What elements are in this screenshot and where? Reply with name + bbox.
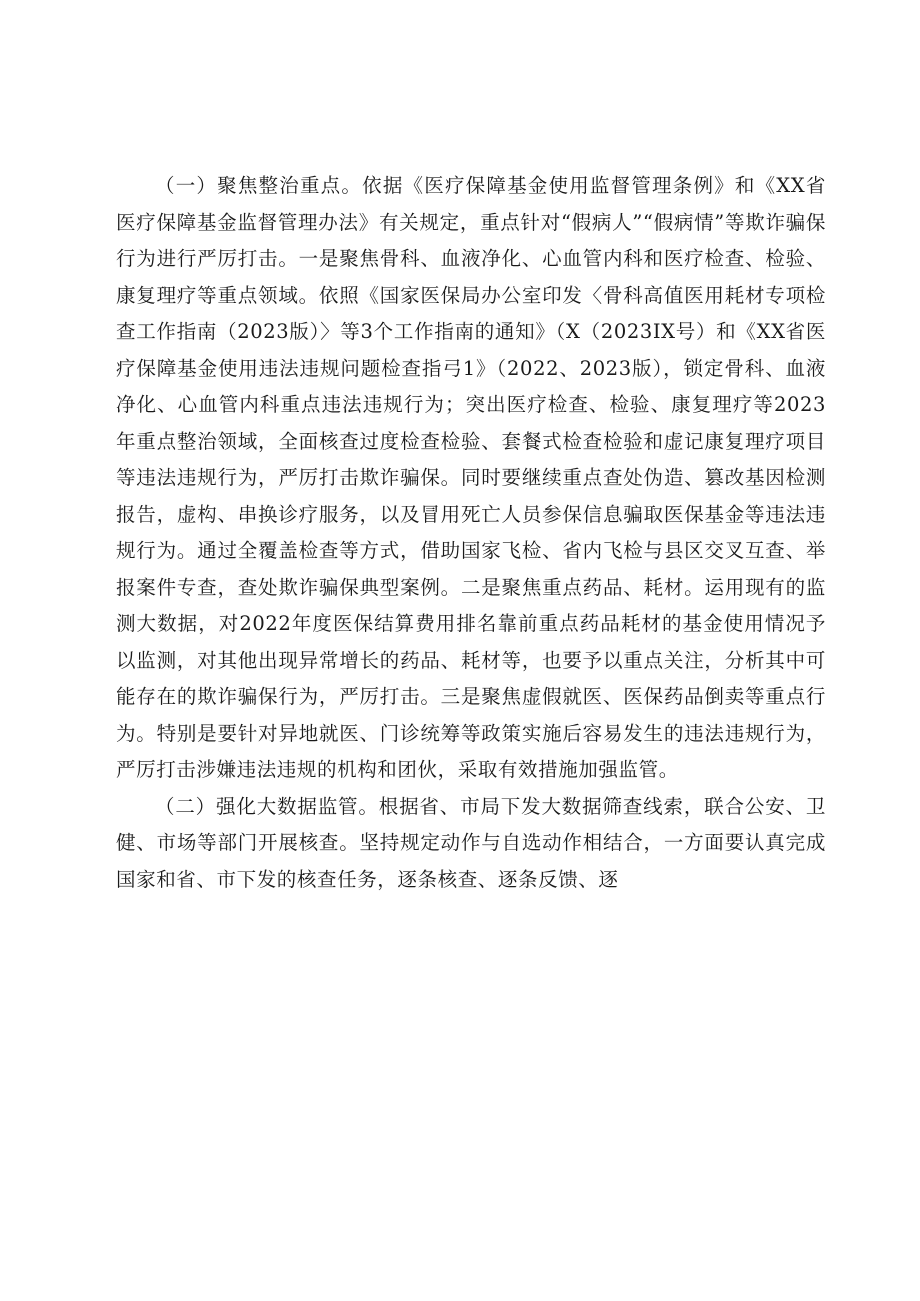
paragraph-big-data-supervision: （二）强化大数据监管。根据省、市局下发大数据筛查线索，联合公安、卫健、市场等部门开展核查。坚持规定动作与自选动作相结合，一方面要认真完成国家和省、市下发的核查任务，逐条核查、逐条反馈、逐 <box>116 794 826 891</box>
paragraph-focus-rectification: （一）聚焦整治重点。依据《医疗保障基金使用监督管理条例》和《XX省医疗保障基金监督管理办法》有关规定，重点针对“假病人”“假病情”等欺诈骗保行为进行严厉打击。一是聚焦骨科、血液净化、心血管内科和医疗检查、检验、康复理疗等重点领域。依照《国家医保局办公室印发〈骨科高值医用耗材专项检查工作指南（2023版）〉等3个工作指南的通知》（X（2023IX号）和《XX省医疗保障基金使用违法违规问题检查指弓1》（2022、2023版），锁定骨科、血液净化、心血管内科重点违法违规行为；突出医疗检查、检验、康复理疗等2023年重点整治领域，全面核查过度检查检验、套餐式检查检验和虚记康复理疗项目等违法违规行为，严厉打击欺诈骗保。同时要继续重点查处伪造、篡改基因检测报告，虚构、串换诊疗服务，以及冒用死亡人员参保信息骗取医保基金等违法违规行为。通过全覆盖检查等方式，借助国家飞检、省内飞检与县区交叉互查、举报案件专查，查处欺诈骗保典型案例。二是聚焦重点药品、耗材。运用现有的监测大数据，对2022年度医保结算费用排名靠前重点药品耗材的基金使用情况予以监测，对其他出现异常增长的药品、耗材等，也要予以重点关注，分析其中可能存在的欺诈骗保行为，严厉打击。三是聚焦虚假就医、医保药品倒卖等重点行为。特别是要针对异地就医、门诊统筹等政策实施后容易发生的违法违规行为，严厉打击涉嫌违法违规的机构和团伙，采取有效措施加强监管。 <box>116 174 826 781</box>
document-body <box>116 168 826 898</box>
